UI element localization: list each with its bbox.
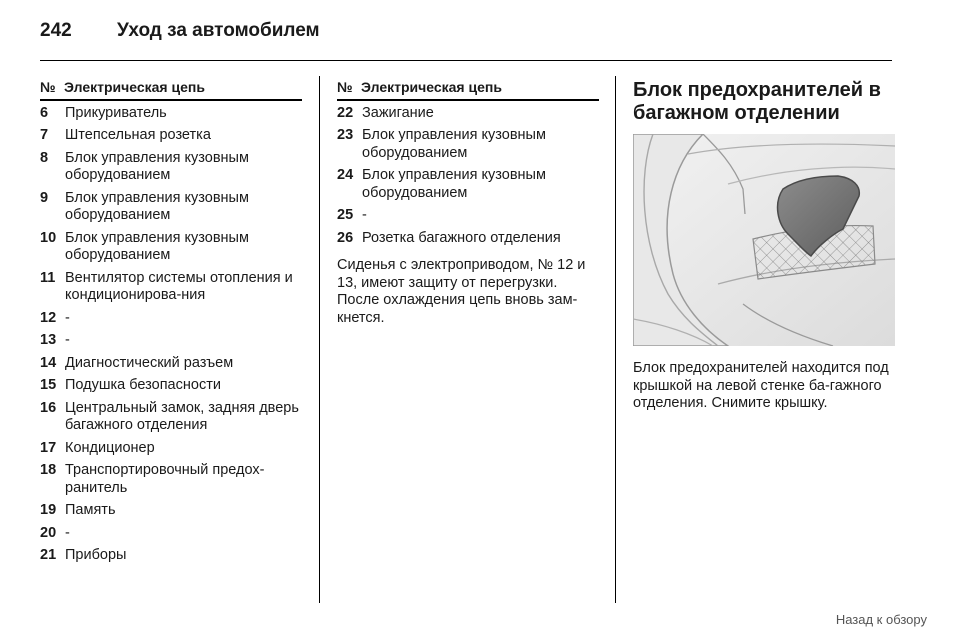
fuse-number: 25: [337, 207, 354, 223]
table-row: [40, 400, 302, 435]
fuse-number: 7: [40, 127, 49, 143]
fuse-circuit: -: [65, 309, 70, 326]
fuse-circuit: Блок управления кузовным оборудованием: [65, 189, 249, 223]
fuse-number: 12: [40, 309, 57, 326]
table-row: [337, 207, 599, 225]
fuse-number: 17: [40, 439, 57, 456]
table-row: [40, 355, 302, 373]
table-row: [40, 440, 302, 458]
fuse-table-left: [40, 79, 302, 570]
fuse-circuit: Кондиционер: [65, 439, 155, 456]
fuse-number: 9: [40, 189, 49, 206]
col-circuit-header: Электрическая цепь: [64, 79, 205, 95]
fuse-circuit: Розетка багажного отделения: [362, 229, 561, 246]
table-row: [40, 377, 302, 395]
fuse-circuit: Блок управления кузовным оборудованием: [65, 149, 249, 183]
section-description: Блок предохранителей находится под крышкой на левой стенке ба-гажного отделения. Снимите крышку.: [633, 360, 889, 411]
fuse-number: 13: [40, 332, 57, 348]
col-num-header: №: [40, 79, 56, 95]
table-row: [337, 127, 599, 162]
table-row: [40, 502, 302, 520]
table-row: [40, 310, 302, 328]
fuse-number: 22: [337, 104, 354, 121]
table-row: [40, 332, 302, 350]
fuse-number: 14: [40, 354, 57, 371]
header-rule: [40, 60, 892, 61]
fuse-circuit: -: [65, 524, 70, 541]
fuse-circuit: Блок управления кузовным оборудованием: [362, 167, 546, 201]
table-row: [337, 230, 599, 248]
page-number: 242: [40, 20, 72, 41]
table-row: [337, 105, 599, 123]
table-row: [40, 105, 302, 123]
fuse-number: 19: [40, 502, 57, 518]
fuse-circuit: Штепсельная розетка: [65, 127, 211, 143]
column-divider-2: [615, 76, 616, 603]
fuse-number: 11: [40, 269, 56, 286]
fuse-number: 15: [40, 377, 57, 393]
table-row: [40, 190, 302, 225]
fuse-circuit: Подушка безопасности: [65, 377, 221, 393]
col-num-header: №: [337, 79, 353, 95]
fuse-table-right: [337, 79, 599, 327]
fuse-number: 26: [337, 229, 354, 246]
fuse-number: 16: [40, 399, 57, 416]
fuse-circuit: Зажигание: [362, 104, 434, 121]
trunk-fusebox-illustration: [633, 134, 895, 346]
table-row: [337, 167, 599, 202]
fuse-circuit: Память: [65, 502, 116, 518]
fuse-circuit: Блок управления кузовным оборудованием: [65, 229, 249, 263]
overload-note: Сиденья с электроприводом, № 12 и 13, имеют защиту от перегрузки. После охлаждения цепь вновь зам-кнется.: [337, 257, 586, 326]
section-title: Блок предохранителей в багажном отделении: [633, 79, 881, 124]
fuse-number: 18: [40, 462, 57, 478]
fuse-circuit: Транспортировочный предох-ранитель: [65, 462, 265, 496]
fuse-number: 21: [40, 547, 57, 563]
table-row: [40, 150, 302, 185]
table-row: [40, 547, 302, 565]
fuse-number: 8: [40, 149, 49, 166]
table-header: [40, 79, 302, 101]
fuse-circuit: Прикуриватель: [65, 104, 167, 121]
table-row: [40, 270, 302, 305]
column-divider-1: [319, 76, 320, 603]
fuse-circuit: Центральный замок, задняя дверь багажного отделения: [65, 399, 299, 433]
fuse-circuit: Блок управления кузовным оборудованием: [362, 127, 546, 161]
back-to-overview-link[interactable]: Назад к обзору: [835, 612, 927, 627]
trunk-fusebox-section: [633, 79, 895, 413]
fuse-number: 23: [337, 127, 354, 143]
col-circuit-header: Электрическая цепь: [361, 79, 502, 95]
table-row: [40, 462, 302, 497]
table-row: [40, 127, 302, 145]
fuse-number: 20: [40, 524, 57, 541]
fuse-circuit: Вентилятор системы отопления и кондиционирова-ния: [65, 269, 293, 303]
fuse-circuit: Диагностический разъем: [65, 354, 234, 371]
fuse-number: 24: [337, 167, 354, 183]
table-row: [40, 525, 302, 543]
fuse-circuit: -: [362, 207, 367, 223]
table-row: [40, 230, 302, 265]
fuse-number: 6: [40, 104, 49, 121]
chapter-title: Уход за автомобилем: [117, 20, 320, 41]
fuse-number: 10: [40, 229, 57, 246]
fuse-circuit: -: [65, 332, 70, 348]
fuse-circuit: Приборы: [65, 547, 127, 563]
table-header: [337, 79, 599, 101]
